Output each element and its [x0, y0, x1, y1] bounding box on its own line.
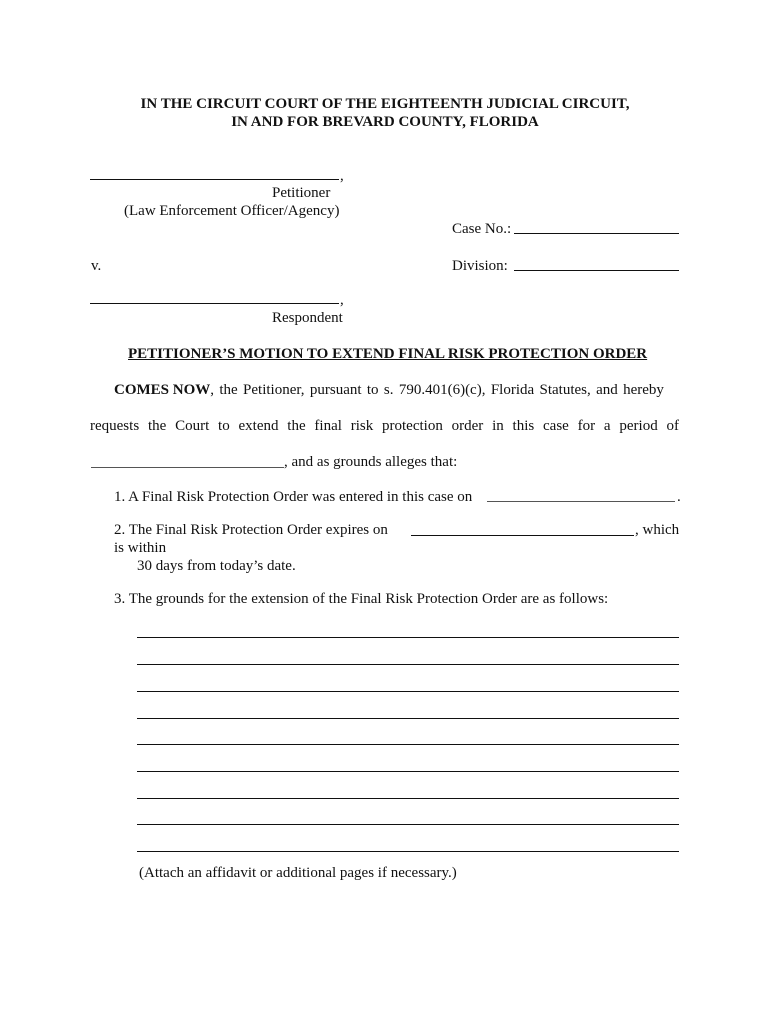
item1-text: 1. A Final Risk Protection Order was entered in this case on: [114, 489, 473, 505]
petitioner-label: Petitioner: [272, 185, 331, 201]
item2-text: 2. The Final Risk Protection Order expires on: [114, 522, 388, 538]
respondent-label: Respondent: [272, 310, 343, 326]
intro-line1-text: , the Petitioner, pursuant to s. 790.401(6)(c), Florida Statutes, and hereby: [210, 382, 664, 398]
item2-line3: 30 days from today’s date.: [137, 558, 296, 574]
grounds-line[interactable]: [137, 851, 679, 852]
case-number-line[interactable]: [514, 233, 679, 234]
item1-period: .: [677, 489, 681, 505]
court-header-line1: IN THE CIRCUIT COURT OF THE EIGHTEENTH JUDICIAL CIRCUIT,: [140, 96, 630, 112]
intro-line2: requests the Court to extend the final risk protection order in this case for a period of: [90, 418, 679, 434]
division-line[interactable]: [514, 270, 679, 271]
intro-line3-text: , and as grounds alleges that:: [284, 454, 458, 470]
grounds-line[interactable]: [137, 771, 679, 772]
petitioner-sublabel: (Law Enforcement Officer/Agency): [124, 203, 340, 219]
order-expiry-date-line[interactable]: [411, 535, 634, 536]
intro-line1: [114, 381, 664, 399]
division-label: Division:: [452, 258, 508, 274]
document-title: PETITIONER’S MOTION TO EXTEND FINAL RISK PROTECTION ORDER: [128, 346, 648, 362]
versus-label: v.: [91, 258, 102, 274]
grounds-line[interactable]: [137, 664, 679, 665]
comes-now-label: COMES NOW: [114, 382, 211, 398]
respondent-comma: ,: [340, 292, 344, 308]
attach-note: (Attach an affidavit or additional pages if necessary.): [139, 865, 457, 881]
grounds-line[interactable]: [137, 744, 679, 745]
item3-text: 3. The grounds for the extension of the Final Risk Protection Order are as follows:: [114, 591, 609, 607]
court-header-line2: IN AND FOR BREVARD COUNTY, FLORIDA: [231, 114, 539, 130]
grounds-line[interactable]: [137, 691, 679, 692]
grounds-line[interactable]: [137, 718, 679, 719]
extension-period-line[interactable]: [91, 467, 284, 468]
case-number-label: Case No.:: [452, 221, 512, 237]
item2-line2: is within: [114, 540, 167, 556]
petitioner-name-line[interactable]: [90, 179, 339, 180]
grounds-line[interactable]: [137, 824, 679, 825]
item2-which: , which: [635, 522, 680, 538]
petitioner-comma: ,: [340, 168, 344, 184]
order-entered-date-line[interactable]: [487, 501, 675, 502]
grounds-line[interactable]: [137, 798, 679, 799]
grounds-line[interactable]: [137, 637, 679, 638]
respondent-name-line[interactable]: [90, 303, 339, 304]
